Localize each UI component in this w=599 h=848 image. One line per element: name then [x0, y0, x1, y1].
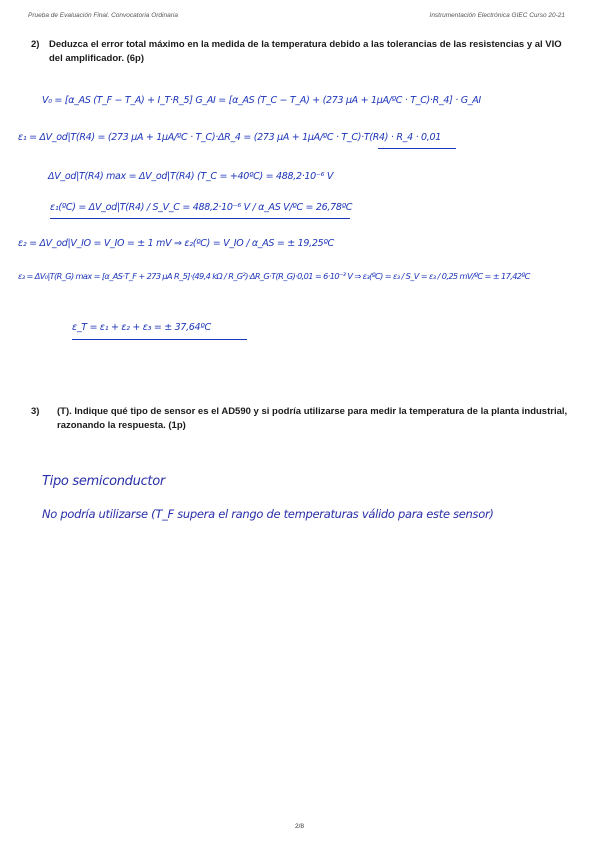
answer-line-vo: V₀ = [α_AS (T_F − T_A) + I_T·R_5] G_AI = [α_AS (T_C − T_A) + (273 µA + 1µA/ºC · T_C)·R_4] · G_AI [42, 95, 481, 106]
header-right: Instrumentación Electrónica GIEC Curso 20-21 [429, 12, 565, 19]
question-number: 2) [31, 39, 40, 50]
answer-line-e1-degc: ε₁(ºC) = ΔV_od|T(R4) / S_V_C = 488,2·10⁻⁶ V / α_AS V/ºC = 26,78ºC [50, 202, 353, 213]
answer-line-e3: ε₃ = ΔV₀|T(R_G) max = [α_AS·T_F + 273 µA R_5]·(49,4 kΩ / R_G²)·ΔR_G·T(R_G)·0,01 = 6·10⁻³ V ⇒ ε₃(ºC) = ε₃ / S_V = ε₃ / 0,25 mV/ºC = ± 17,42ºC [18, 271, 530, 281]
question-number: 3) [31, 406, 40, 417]
underline-e1 [50, 218, 350, 219]
header-left: Prueba de Evaluación Final. Convocatoria Ordinaria [28, 12, 178, 19]
question-text: (T). Indique qué tipo de sensor es el AD590 y si podría utilizarse para medir la temperatura de la planta industrial, razonando la respuesta. (1p) [57, 406, 568, 431]
answer-usability: No podría utilizarse (T_F supera el rango de temperaturas válido para este sensor) [42, 507, 494, 521]
question-text: Deduzca el error total máximo en la medida de la temperatura debido a las tolerancias de las resistencias y al VIO del amplificador. (6p) [49, 39, 562, 64]
page-number: 2/8 [294, 823, 305, 830]
answer-line-total: ε_T = ε₁ + ε₂ + ε₃ = ± 37,64ºC [72, 322, 211, 333]
underline-tr4 [378, 148, 456, 149]
answer-line-dvmax: ΔV_od|T(R4) max = ΔV_od|T(R4) (T_C = +40ºC) = 488,2·10⁻⁶ V [48, 171, 334, 182]
answer-line-e2: ε₂ = ΔV_od|V_IO = V_IO = ± 1 mV ⇒ ε₂(ºC) = V_IO / α_AS = ± 19,25ºC [18, 238, 334, 249]
answer-sensor-type: Tipo semiconductor [42, 474, 165, 489]
answer-line-e1: ε₁ = ΔV_od|T(R4) = (273 µA + 1µA/ºC · T_C)·ΔR_4 = (273 µA + 1µA/ºC · T_C)·T(R4) · R_4 · 0,01 [18, 132, 441, 143]
underline-total [72, 339, 247, 340]
